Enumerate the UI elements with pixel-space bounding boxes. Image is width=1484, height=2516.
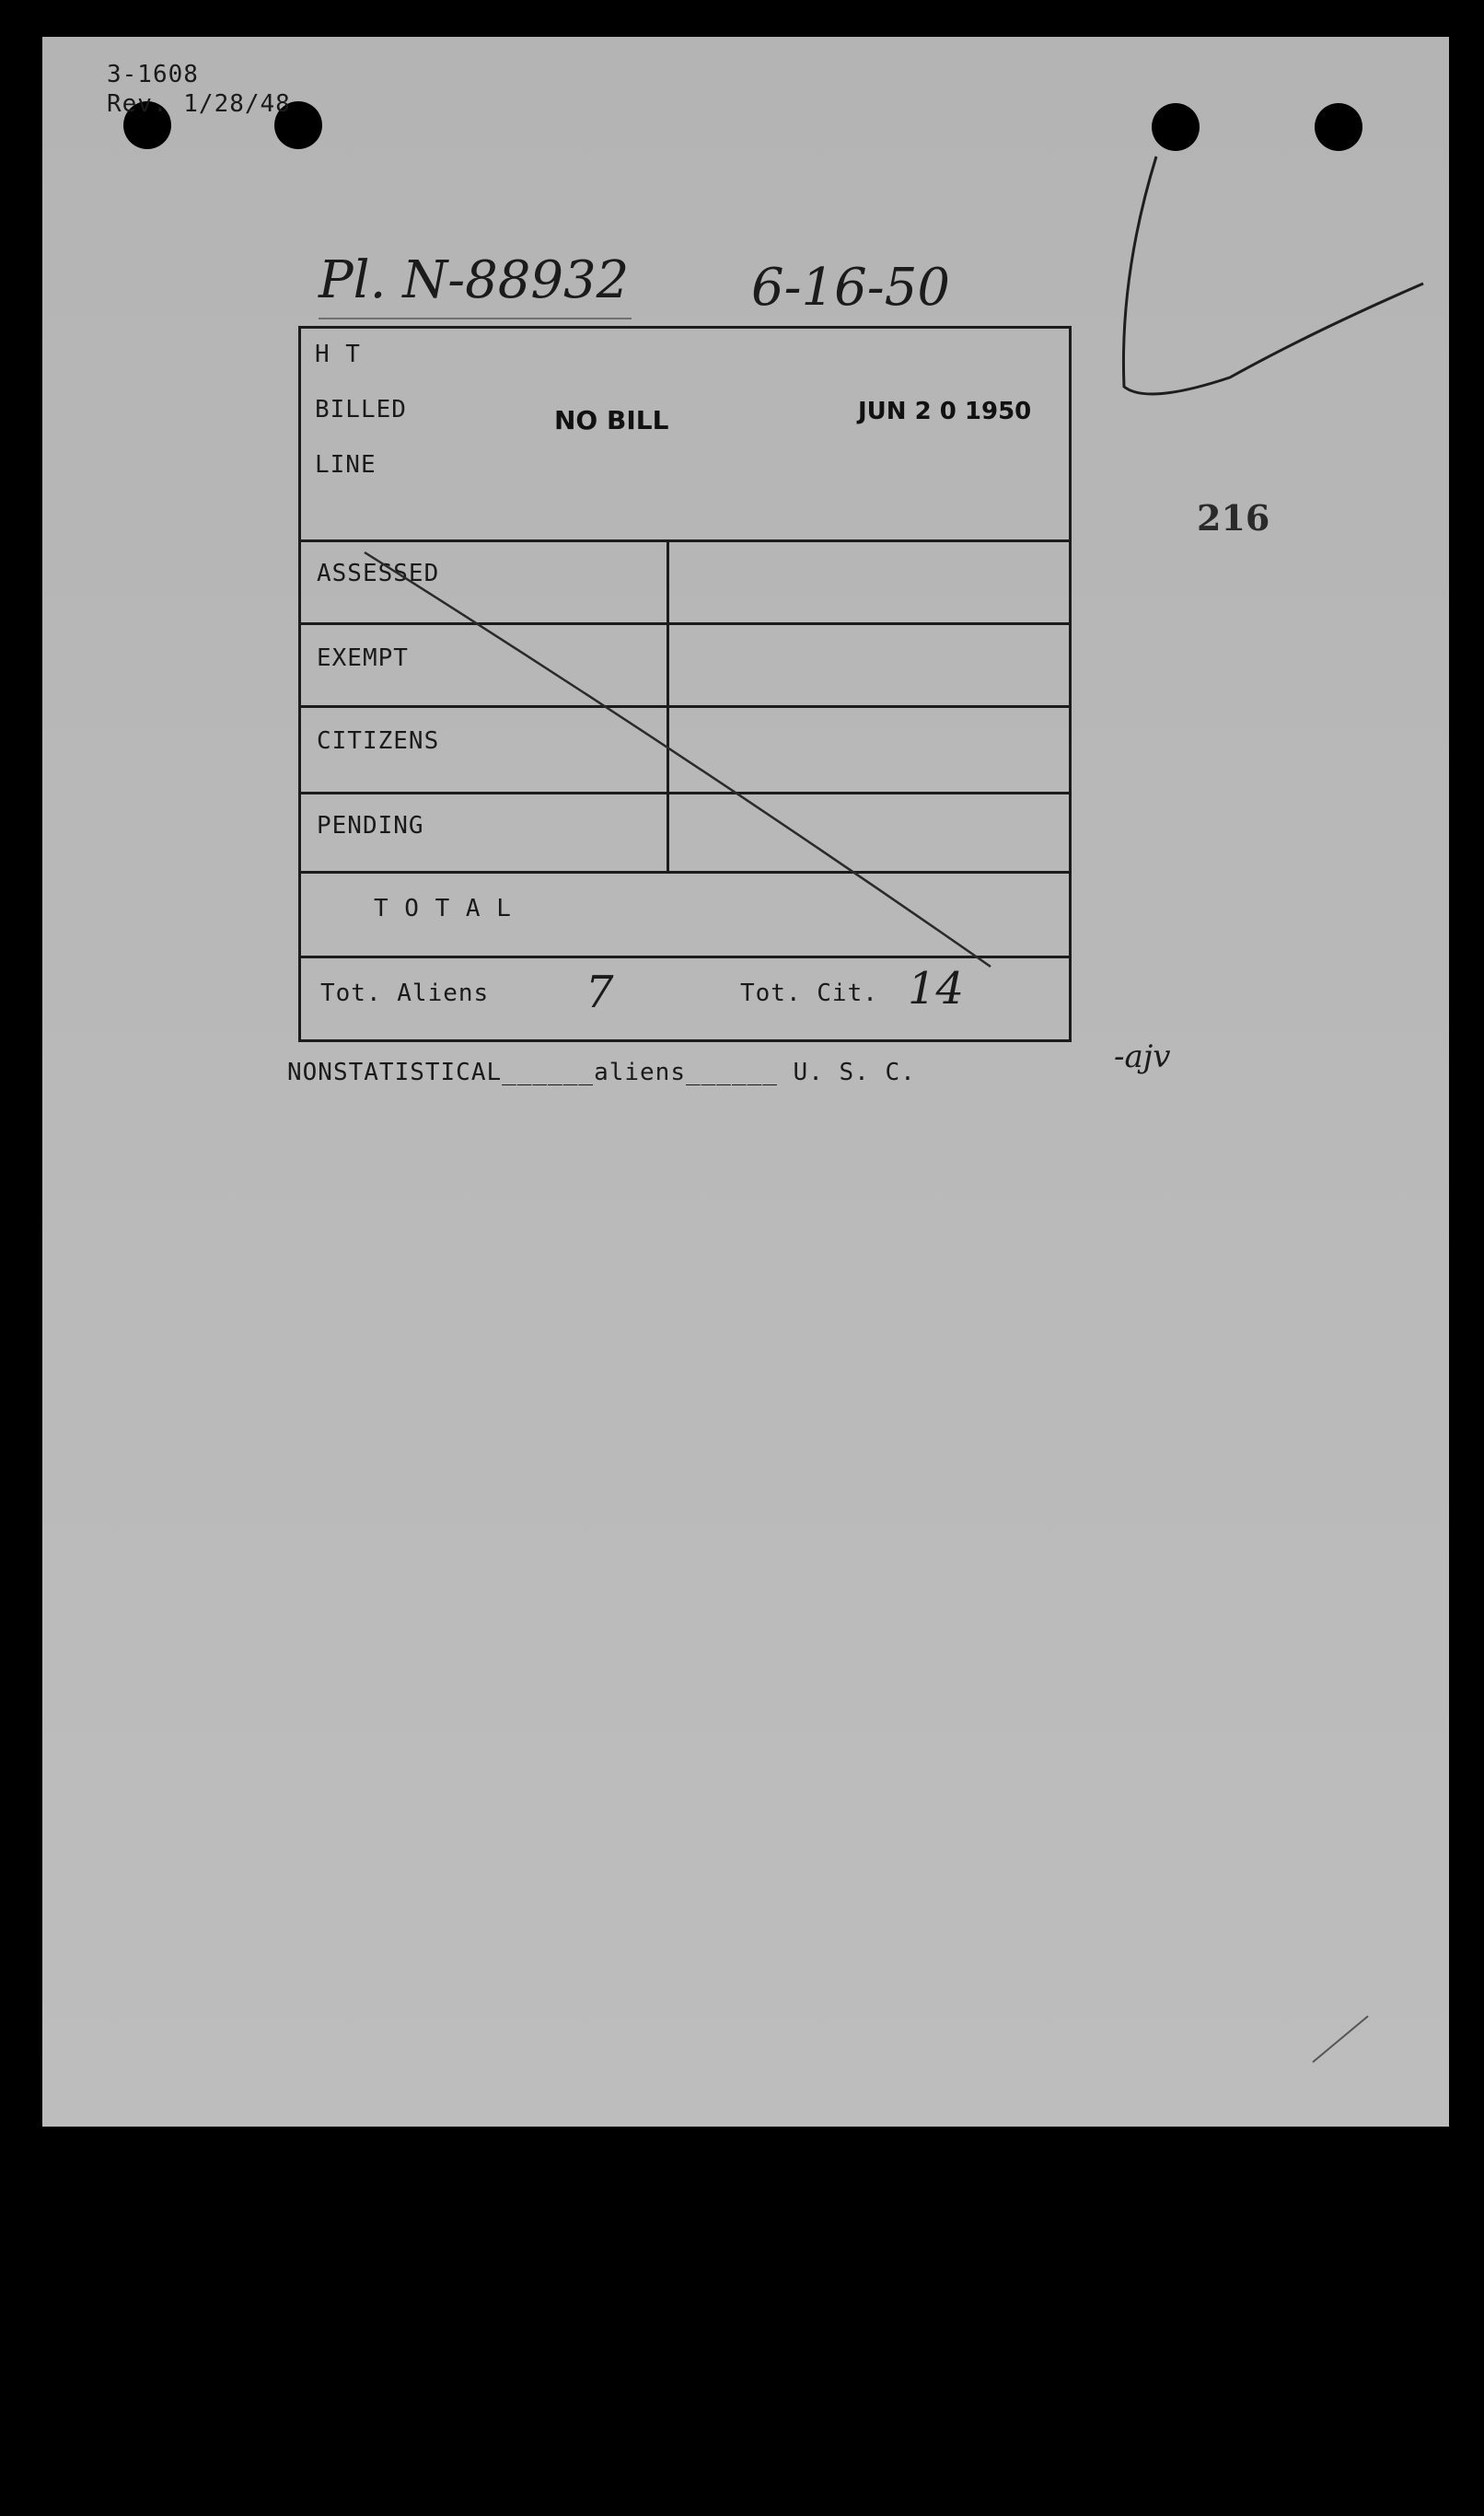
label-line: LINE bbox=[315, 451, 377, 479]
page-number: 216 bbox=[1197, 497, 1270, 539]
handwritten-date: 6-16-50 bbox=[751, 258, 950, 318]
label-total: T O T A L bbox=[374, 895, 512, 922]
label-exempt: EXEMPT bbox=[317, 644, 409, 672]
form-number: 3-1608 bbox=[107, 61, 199, 88]
label-tot-aliens: Tot. Aliens bbox=[320, 980, 490, 1007]
pen-marks bbox=[42, 37, 1449, 2127]
label-citizens: CITIZENS bbox=[317, 727, 440, 755]
label-ht: H T bbox=[315, 341, 361, 368]
handwritten-tot-cit: 14 bbox=[908, 963, 965, 1015]
label-billed: BILLED bbox=[315, 396, 407, 423]
label-assessed: ASSESSED bbox=[317, 560, 440, 587]
handwritten-tot-aliens: 7 bbox=[585, 967, 614, 1018]
handwritten-margin-note: -ajv bbox=[1114, 1038, 1171, 1075]
document-page bbox=[42, 37, 1449, 2127]
label-tot-cit: Tot. Cit. bbox=[740, 980, 878, 1007]
form-revision: Rev. 1/28/48 bbox=[107, 90, 291, 118]
label-pending: PENDING bbox=[317, 812, 424, 840]
handwritten-file-number: Pl. N-88932 bbox=[319, 250, 630, 310]
nonstatistical-line: NONSTATISTICAL______aliens______ U. S. C. bbox=[287, 1059, 916, 1086]
no-bill-stamp: NO BILL bbox=[554, 405, 669, 435]
date-stamp: JUN 2 0 1950 bbox=[858, 398, 1032, 425]
